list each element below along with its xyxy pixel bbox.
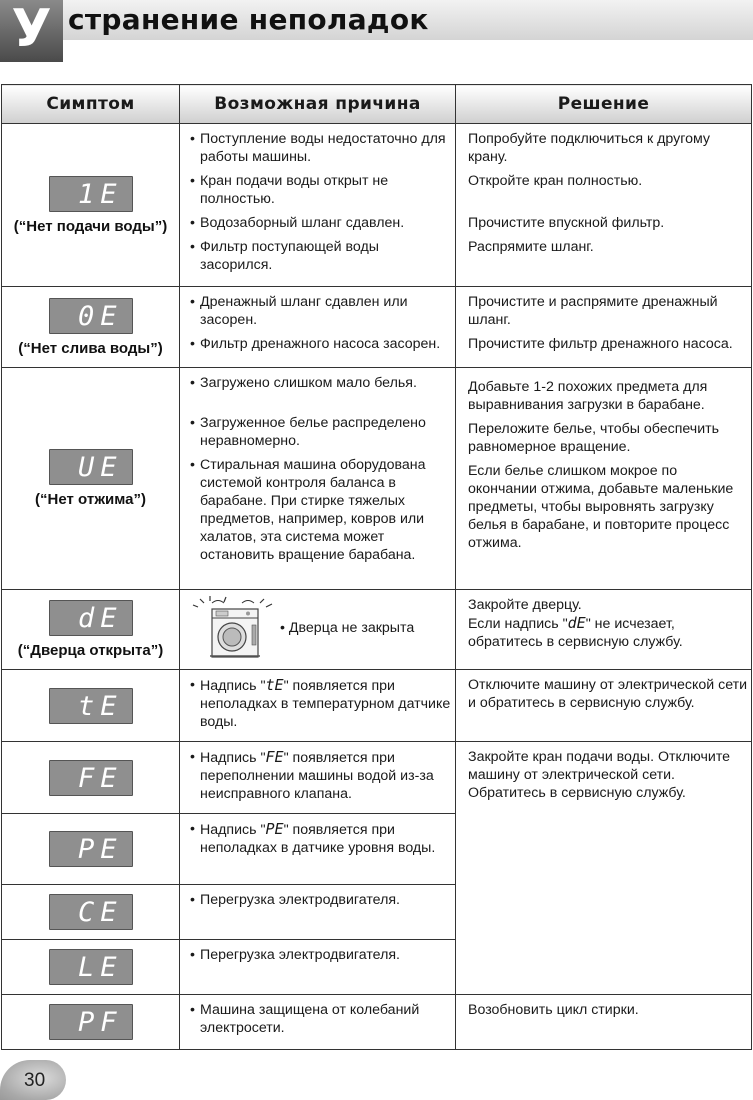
- page-title: странение неполадок: [68, 3, 429, 36]
- solution-item: Распрямите шланг.: [468, 239, 594, 255]
- symptom-cell: [2, 368, 180, 590]
- washing-machine-door-open-icon: [190, 595, 280, 661]
- solution-item: Возобновить цикл стирки.: [468, 1002, 639, 1018]
- solution-item: Если надпись "dE" не исчезает, обратитесь в сервисную службу.: [468, 614, 683, 650]
- table-row: [2, 670, 752, 742]
- cause-item: • Загружено слишком мало белья.: [190, 375, 417, 391]
- table-row: [2, 287, 752, 368]
- inline-error-code: PE: [265, 820, 284, 838]
- cause-item: • Перегрузка электродвигателя.: [190, 947, 400, 963]
- error-code-display: 1E: [49, 176, 133, 212]
- symptom-cell: [2, 940, 180, 995]
- table-header-row: [2, 85, 752, 124]
- error-code-display: dE: [49, 600, 133, 636]
- error-code-display: FE: [49, 760, 133, 796]
- cause-item: • Водозаборный шланг сдавлен.: [190, 215, 405, 231]
- solution-item: Закройте дверцу.: [468, 597, 582, 613]
- symptom-cell: [2, 995, 180, 1050]
- cause-cell: [180, 885, 456, 940]
- cause-cell: [180, 742, 456, 814]
- cause-item: • Фильтр дренажного насоса засорен.: [190, 336, 441, 352]
- table-row: [2, 368, 752, 590]
- cause-cell: [180, 368, 456, 590]
- error-code-display: 0E: [49, 298, 133, 334]
- page-number: 30: [24, 1070, 46, 1091]
- inline-error-code: tE: [265, 676, 284, 694]
- cause-item: • Надпись "tE" появляется при неполадках в температурном датчике воды.: [190, 676, 451, 730]
- table-row: [2, 742, 752, 814]
- table-row: [2, 124, 752, 287]
- cause-cell: [180, 814, 456, 885]
- troubleshooting-table: [1, 84, 752, 1050]
- column-header-solution: Решение: [456, 85, 752, 124]
- solution-item: Откройте кран полностью.: [468, 173, 643, 189]
- cause-item: • Фильтр поступающей воды засорился.: [190, 239, 379, 273]
- symptom-cell: [2, 124, 180, 287]
- cause-item: • Поступление воды недостаточно для работы машины.: [190, 131, 446, 165]
- symptom-cell: [2, 814, 180, 885]
- solution-item: Прочистите и распрямите дренажный шланг.: [468, 294, 718, 328]
- symptom-cell: [2, 885, 180, 940]
- table-row: [2, 590, 752, 670]
- symptom-label: (“Дверца открыта”): [17, 642, 164, 659]
- error-code-display: UE: [49, 449, 133, 485]
- error-code-display: LE: [49, 949, 133, 985]
- cause-cell: [180, 287, 456, 368]
- inline-error-code: dE: [567, 614, 586, 632]
- solution-item: Добавьте 1-2 похожих предмета для выравнивания загрузки в барабане.: [468, 379, 708, 413]
- solution-cell: [456, 124, 752, 287]
- cause-item: • Кран подачи воды открыт не полностью.: [190, 173, 389, 207]
- solution-cell: [456, 995, 752, 1050]
- error-code-display: PF: [49, 1004, 133, 1040]
- solution-cell: [456, 670, 752, 742]
- cause-cell: [180, 590, 456, 670]
- symptom-cell: [2, 670, 180, 742]
- symptom-cell: [2, 590, 180, 670]
- cause-item: • Надпись "PE" появляется при неполадках в датчике уровня воды.: [190, 820, 436, 856]
- solution-item: Прочистите фильтр дренажного насоса.: [468, 336, 733, 352]
- solution-item: Если белье слишком мокрое по окончании отжима, добавьте маленькие предметы, чтобы выровнять загрузку белья в барабане, и повторите процесс отжима.: [468, 463, 734, 551]
- column-header-symptom: Симптом: [2, 85, 180, 124]
- cause-item: • Надпись "FE" появляется при переполнении машины водой из-за неисправного клапана.: [190, 748, 434, 802]
- solution-item: Попробуйте подключиться к другому крану.: [468, 131, 711, 165]
- symptom-label: (“Нет подачи воды”): [13, 217, 168, 235]
- symptom-cell: [2, 742, 180, 814]
- cause-item: • Дренажный шланг сдавлен или засорен.: [190, 294, 408, 328]
- error-code-display: CE: [49, 894, 133, 930]
- cause-item: • Перегрузка электродвигателя.: [190, 892, 400, 908]
- solution-item: Отключите машину от электрической сети и обратитесь в сервисную службу.: [468, 677, 748, 711]
- solution-item: Прочистите впускной фильтр.: [468, 215, 665, 231]
- solution-cell: [456, 742, 752, 995]
- error-code-display: tE: [49, 688, 133, 724]
- table-row: [2, 995, 752, 1050]
- cause-item: • Стиральная машина оборудована системой контроля баланса в барабане. При стирке тяжелых предметов, например, ковров или халатов, эта система может остановить вращение барабана.: [190, 457, 426, 563]
- inline-error-code: FE: [265, 748, 284, 766]
- solution-cell: [456, 287, 752, 368]
- cause-item: • Машина защищена от колебаний электросети.: [190, 1002, 420, 1036]
- cause-cell: [180, 940, 456, 995]
- symptom-label: (“Нет отжима”): [35, 491, 146, 508]
- cause-cell: [180, 124, 456, 287]
- cause-item: • Загруженное белье распределено неравномерно.: [190, 415, 426, 449]
- symptom-label: (“Нет слива воды”): [18, 339, 163, 357]
- cause-text: • Дверца не закрыта: [280, 619, 415, 636]
- column-header-cause: Возможная причина: [180, 85, 456, 124]
- solution-cell: [456, 368, 752, 590]
- symptom-cell: [2, 287, 180, 368]
- solution-item: Закройте кран подачи воды. Отключите машину от электрической сети. Обратитесь в сервисную службу.: [468, 749, 731, 801]
- error-code-display: PE: [49, 831, 133, 867]
- cause-cell: [180, 995, 456, 1050]
- solution-cell: [456, 590, 752, 670]
- solution-item: Переложите белье, чтобы обеспечить равномерное вращение.: [468, 421, 720, 455]
- header-initial-letter: У: [0, 0, 63, 62]
- cause-cell: [180, 670, 456, 742]
